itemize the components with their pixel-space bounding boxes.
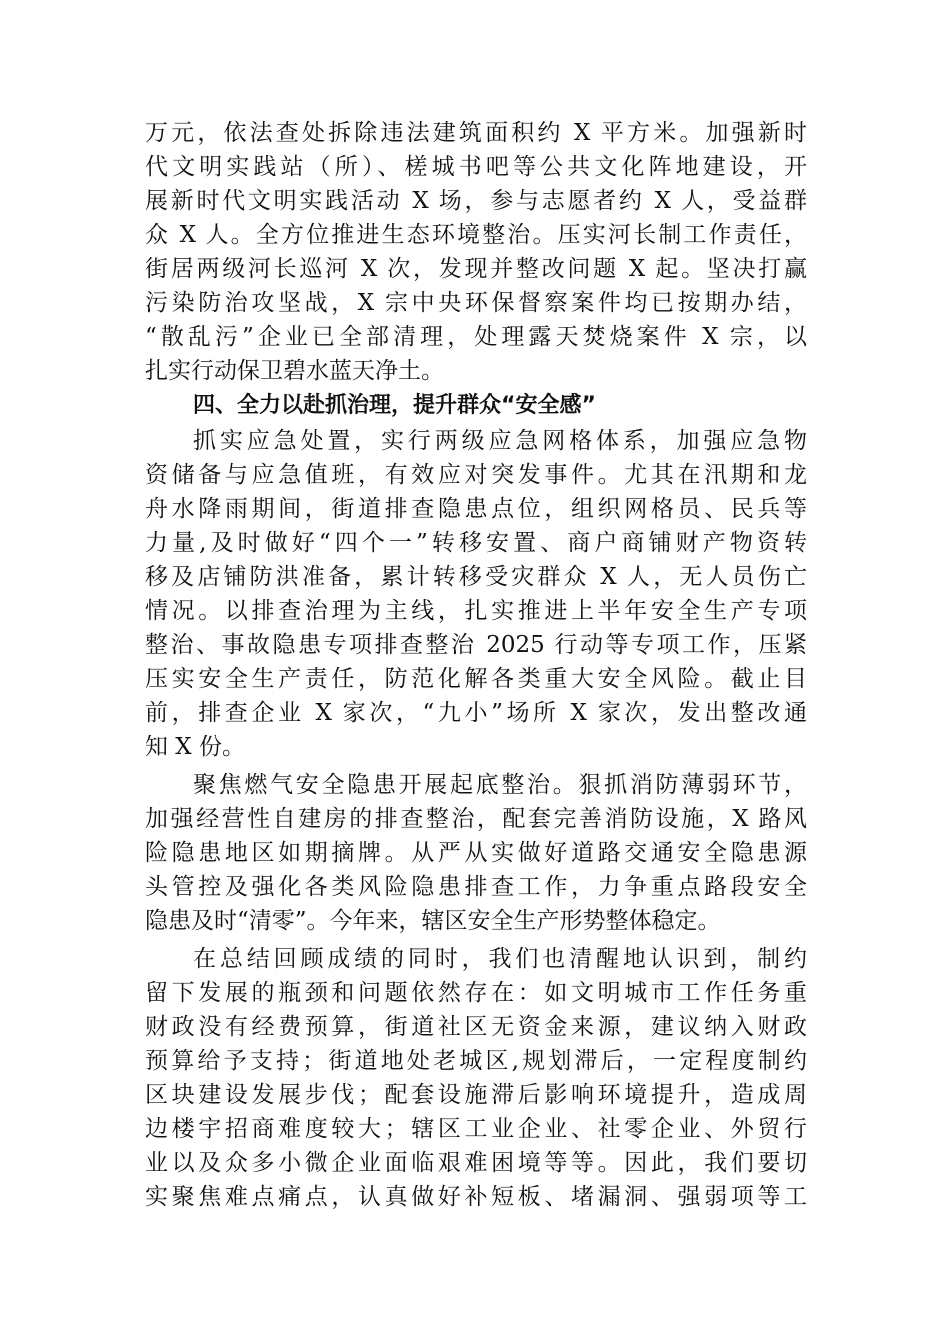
text-line: 众 X 人。全方位推进生态环境整治。压实河长制工作责任， xyxy=(145,222,807,248)
text-line: 业以及众多小微企业面临艰难困境等等。因此，我们要切 xyxy=(145,1150,807,1176)
text-line: 代文明实践站（所）、槎城书吧等公共文化阵地建设，开 xyxy=(145,154,807,180)
text-line: 险隐患地区如期摘牌。从严从实做好道路交通安全隐患源 xyxy=(145,840,807,866)
text-line: 抓实应急处置，实行两级应急网格体系，加强应急物 xyxy=(193,428,807,454)
text-line: 展新时代文明实践活动 X 场，参与志愿者约 X 人，受益群 xyxy=(145,188,807,214)
text-line: 区块建设发展步伐；配套设施滞后影响环境提升，造成周 xyxy=(145,1082,807,1108)
text-line: 扎实行动保卫碧水蓝天净土。 xyxy=(145,358,444,384)
text-line: 隐患及时“清零”。今年来，辖区安全生产形势整体稳定。 xyxy=(145,908,721,934)
paragraph-environment xyxy=(145,116,807,388)
text-line: 移及店铺防洪准备，累计转移受灾群众 X 人，无人员伤亡 xyxy=(145,564,807,590)
text-line: 整治、事故隐患专项排查整治 2025 行动等专项工作，压紧 xyxy=(145,632,807,658)
text-line: 头管控及强化各类风险隐患排查工作，力争重点路段安全 xyxy=(145,874,807,900)
text-line: 加强经营性自建房的排查整治，配套完善消防设施，X 路风 xyxy=(145,806,807,832)
text-line: 在总结回顾成绩的同时，我们也清醒地认识到，制约 xyxy=(193,946,807,972)
text-line: 实聚焦难点痛点，认真做好补短板、堵漏洞、强弱项等工 xyxy=(145,1184,807,1210)
text-line: 万元，依法查处拆除违法建筑面积约 X 平方米。加强新时 xyxy=(145,120,807,146)
text-line: 情况。以排查治理为主线，扎实推进上半年安全生产专项 xyxy=(145,598,807,624)
paragraph-problems xyxy=(145,942,807,1214)
document-body xyxy=(145,116,807,1214)
text-line: 污染防治攻坚战，X 宗中央环保督察案件均已按期办结， xyxy=(145,290,807,316)
text-line: 聚焦燃气安全隐患开展起底整治。狠抓消防薄弱环节， xyxy=(193,772,807,798)
text-line: 预算给予支持；街道地处老城区,规划滞后，一定程度制约 xyxy=(145,1048,807,1074)
text-line: 力量,及时做好“四个一”转移安置、商户商铺财产物资转 xyxy=(145,530,807,556)
text-line: 压实安全生产责任，防范化解各类重大安全风险。截止目 xyxy=(145,666,807,692)
text-line: 街居两级河长巡河 X 次，发现并整改问题 X 起。坚决打赢 xyxy=(145,256,807,282)
text-line: 资储备与应急值班，有效应对突发事件。尤其在汛期和龙 xyxy=(145,462,807,488)
text-line: 舟水降雨期间，街道排查隐患点位，组织网格员、民兵等 xyxy=(145,496,807,522)
paragraph-emergency xyxy=(145,424,807,764)
text-line: 前，排查企业 X 家次，“九小”场所 X 家次，发出整改通 xyxy=(145,700,807,726)
section-heading: 四、全力以赴抓治理，提升群众“安全感” xyxy=(193,393,596,418)
text-line: “散乱污”企业已全部清理，处理露天焚烧案件 X 宗，以 xyxy=(145,324,807,350)
text-line: 边楼宇招商难度较大；辖区工业企业、社零企业、外贸行 xyxy=(145,1116,807,1142)
text-line: 留下发展的瓶颈和问题依然存在：如文明城市工作任务重 xyxy=(145,980,807,1006)
text-line: 财政没有经费预算，街道社区无资金来源，建议纳入财政 xyxy=(145,1014,807,1040)
paragraph-gas-safety xyxy=(145,768,807,938)
text-line: 知 X 份。 xyxy=(145,734,245,760)
